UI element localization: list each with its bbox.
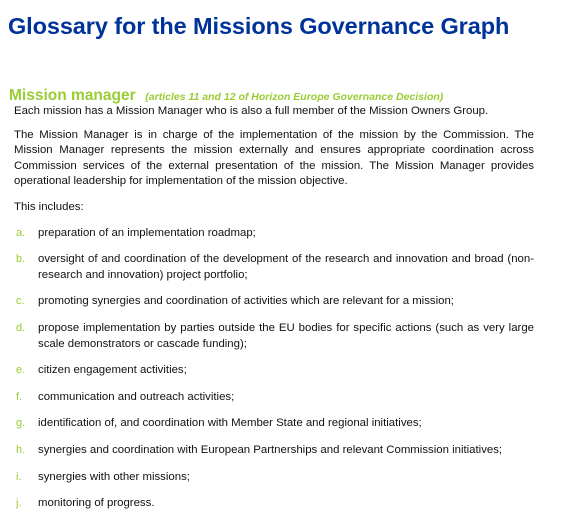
list-marker: a. (16, 226, 26, 239)
list-item-text: identification of, and coordination with Member State and regional initiatives; (38, 417, 422, 430)
list-item (14, 252, 534, 283)
list-item (14, 226, 534, 242)
list-item-text: propose implementation by parties outside the EU bodies for specific actions (such as very large scale demonstrators or cascade funding); (38, 321, 534, 350)
list-item (14, 321, 534, 352)
list-item (14, 443, 534, 459)
list-item (14, 470, 534, 486)
list-marker: g. (16, 417, 26, 430)
section-heading-reference: (articles 11 and 12 of Horizon Europe Governance Decision) (145, 91, 444, 103)
section-body (14, 104, 534, 523)
includes-paragraph: This includes: (14, 200, 84, 213)
list-marker: i. (16, 470, 22, 483)
list-item-text: synergies with other missions; (38, 470, 190, 483)
list-marker: e. (16, 364, 26, 377)
list-item-text: citizen engagement activities; (38, 364, 187, 377)
list-marker: c. (16, 295, 25, 308)
list-item (14, 416, 534, 432)
list-item-text: communication and outreach activities; (38, 390, 235, 403)
list-item-text: monitoring of progress. (38, 497, 155, 510)
list-item (14, 390, 534, 406)
list-item-text: synergies and coordination with European Partnerships and relevant Commission initiatives; (38, 443, 503, 456)
responsibility-paragraph: The Mission Manager is in charge of the implementation of the mission by the Commission. The Mission Manager represents the mission externally and ensures appropriate coordination across Commission services of the external presentation of the mission. The Mission Manager provides operational leadership for implementation of the mission objective. (14, 128, 534, 188)
intro-paragraph: Each mission has a Mission Manager who is also a full member of the Mission Owners Group. (14, 105, 489, 117)
responsibilities-list (14, 226, 534, 512)
page-title: Glossary for the Missions Governance Graph (8, 13, 510, 39)
list-marker: h. (16, 443, 26, 456)
list-item (14, 496, 534, 512)
list-marker: b. (16, 253, 26, 266)
list-item-text: promoting synergies and coordination of activities which are relevant for a mission; (38, 295, 454, 308)
list-item-text: preparation of an implementation roadmap; (38, 226, 256, 239)
section-heading (9, 79, 443, 107)
list-marker: f. (16, 390, 23, 403)
section-heading-title: Mission manager (9, 87, 136, 104)
list-item (14, 363, 534, 379)
list-item (14, 294, 534, 310)
list-marker: d. (16, 321, 26, 334)
list-marker: j. (16, 497, 22, 510)
list-item-text: oversight of and coordination of the development of the research and innovation and broad (non-research and innovation) project portfolio; (38, 253, 534, 281)
